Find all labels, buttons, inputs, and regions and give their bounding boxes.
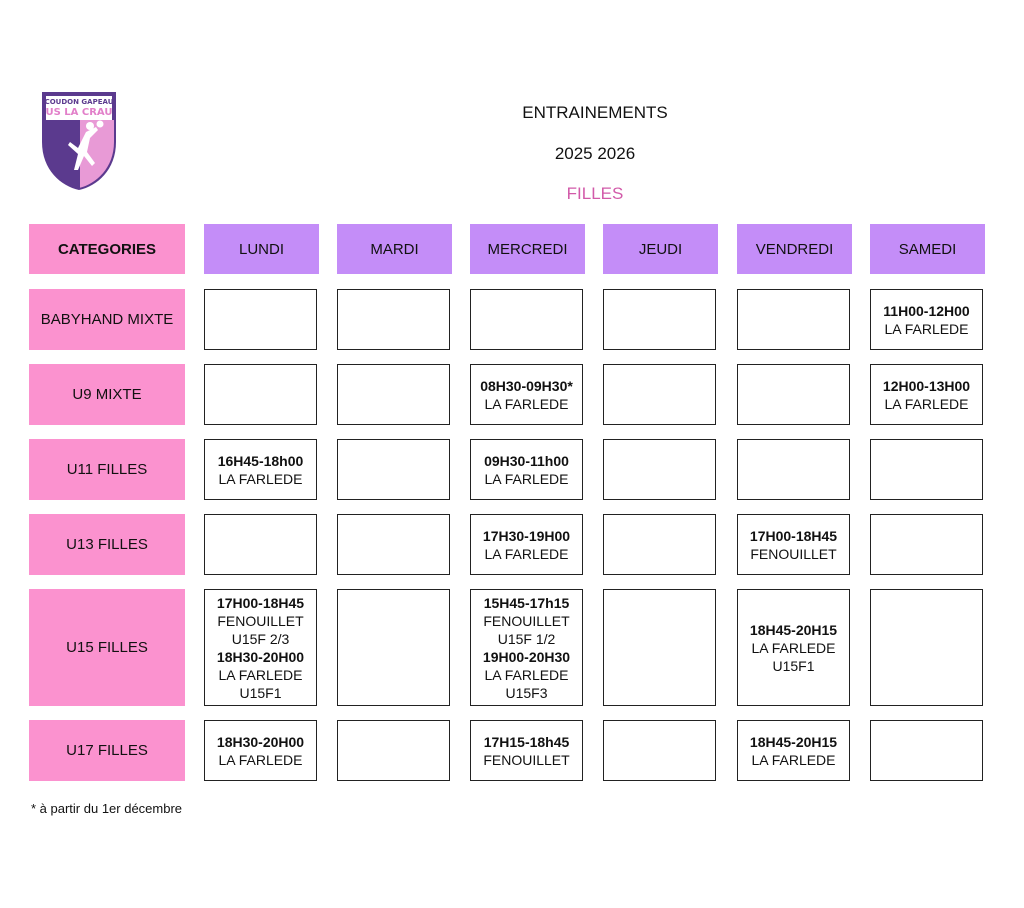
session-time: 17H15-18h45 xyxy=(483,733,570,750)
schedule-cell xyxy=(870,364,983,425)
header-day-monday: LUNDI xyxy=(204,224,319,274)
schedule-cell xyxy=(737,439,850,500)
schedule-cell xyxy=(470,439,583,500)
category-cell: U15 FILLES xyxy=(29,589,185,706)
header-day-saturday: SAMEDI xyxy=(870,224,985,274)
session-detail: LA FARLEDE xyxy=(218,751,303,768)
schedule-cell xyxy=(737,720,850,781)
header-day-friday: VENDREDI xyxy=(737,224,852,274)
schedule-cell xyxy=(603,589,716,706)
category-cell: U13 FILLES xyxy=(29,514,185,575)
schedule-cell xyxy=(337,589,450,706)
schedule-cell xyxy=(870,589,983,706)
header-categories: CATEGORIES xyxy=(29,224,185,274)
schedule-cell xyxy=(603,514,716,575)
session-detail: LA FARLEDE xyxy=(751,751,836,768)
group-title: FILLES xyxy=(566,184,624,203)
schedule-cell xyxy=(737,589,850,706)
schedule-cell xyxy=(204,289,317,350)
category-cell: U17 FILLES xyxy=(29,720,185,781)
session-detail: LA FARLEDE xyxy=(484,395,569,412)
session-time: 08H30-09H30* xyxy=(480,377,573,394)
session-time: 11H00-12H00 xyxy=(883,302,970,319)
schedule-cell xyxy=(737,364,850,425)
schedule-cell xyxy=(603,720,716,781)
category-cell: U11 FILLES xyxy=(29,439,185,500)
session-time: 18H45-20H15 xyxy=(749,733,838,750)
schedule-cell xyxy=(603,364,716,425)
session-detail: U15F3 xyxy=(505,684,548,701)
schedule-cell xyxy=(337,289,450,350)
schedule-cell xyxy=(337,439,450,500)
session-time: 18H45-20H15 xyxy=(749,621,838,638)
schedule-cell xyxy=(603,439,716,500)
schedule-cell xyxy=(337,720,450,781)
logo-line-2: US LA CRAU xyxy=(45,107,113,118)
schedule-cell xyxy=(204,720,317,781)
schedule-cell xyxy=(204,439,317,500)
category-cell: U9 MIXTE xyxy=(29,364,185,425)
session-time: 09H30-11h00 xyxy=(484,452,569,469)
schedule-cell xyxy=(337,364,450,425)
session-time: 12H00-13H00 xyxy=(882,377,971,394)
page-title: ENTRAINEMENTS xyxy=(522,103,668,122)
session-detail: LA FARLEDE xyxy=(218,666,303,683)
session-detail: U15F 1/2 xyxy=(497,630,556,647)
schedule-cell xyxy=(870,514,983,575)
session-detail: LA FARLEDE xyxy=(884,320,969,337)
session-time: 19H00-20H30 xyxy=(482,648,571,665)
footnote: * à partir du 1er décembre xyxy=(31,801,183,816)
logo-line-1: COUDON GAPEAU xyxy=(44,98,114,106)
header-day-wednesday: MERCREDI xyxy=(470,224,585,274)
session-detail: FENOUILLET xyxy=(750,545,837,562)
season-title: 2025 2026 xyxy=(554,144,636,163)
session-time: 16H45-18h00 xyxy=(217,452,304,469)
header-day-tuesday: MARDI xyxy=(337,224,452,274)
session-detail: FENOUILLET xyxy=(217,612,304,629)
session-time: 17H00-18H45 xyxy=(216,594,305,611)
session-detail: LA FARLEDE xyxy=(751,639,836,656)
session-time: 17H30-19H00 xyxy=(482,527,571,544)
club-logo xyxy=(40,90,118,190)
session-detail: U15F1 xyxy=(772,657,815,674)
session-detail: LA FARLEDE xyxy=(484,470,569,487)
session-detail: LA FARLEDE xyxy=(884,395,969,412)
header-day-thursday: JEUDI xyxy=(603,224,718,274)
schedule-cell xyxy=(870,289,983,350)
session-time: 15H45-17h15 xyxy=(483,594,570,611)
schedule-cell xyxy=(204,589,317,706)
schedule-cell xyxy=(470,589,583,706)
schedule-cell xyxy=(737,514,850,575)
schedule-cell xyxy=(870,439,983,500)
schedule-cell xyxy=(737,289,850,350)
session-time: 18H30-20H00 xyxy=(216,733,305,750)
session-detail: LA FARLEDE xyxy=(484,666,569,683)
session-detail: LA FARLEDE xyxy=(484,545,569,562)
schedule-cell xyxy=(470,364,583,425)
category-cell: BABYHAND MIXTE xyxy=(29,289,185,350)
schedule-cell xyxy=(603,289,716,350)
session-time: 17H00-18H45 xyxy=(749,527,838,544)
schedule-cell xyxy=(204,364,317,425)
schedule-cell xyxy=(870,720,983,781)
session-detail: FENOUILLET xyxy=(483,751,570,768)
schedule-cell xyxy=(470,514,583,575)
session-detail: U15F1 xyxy=(239,684,282,701)
session-time: 18H30-20H00 xyxy=(216,648,305,665)
schedule-cell xyxy=(470,720,583,781)
session-detail: LA FARLEDE xyxy=(218,470,303,487)
schedule-cell xyxy=(470,289,583,350)
session-detail: U15F 2/3 xyxy=(231,630,290,647)
schedule-cell xyxy=(337,514,450,575)
schedule-cell xyxy=(204,514,317,575)
session-detail: FENOUILLET xyxy=(483,612,570,629)
